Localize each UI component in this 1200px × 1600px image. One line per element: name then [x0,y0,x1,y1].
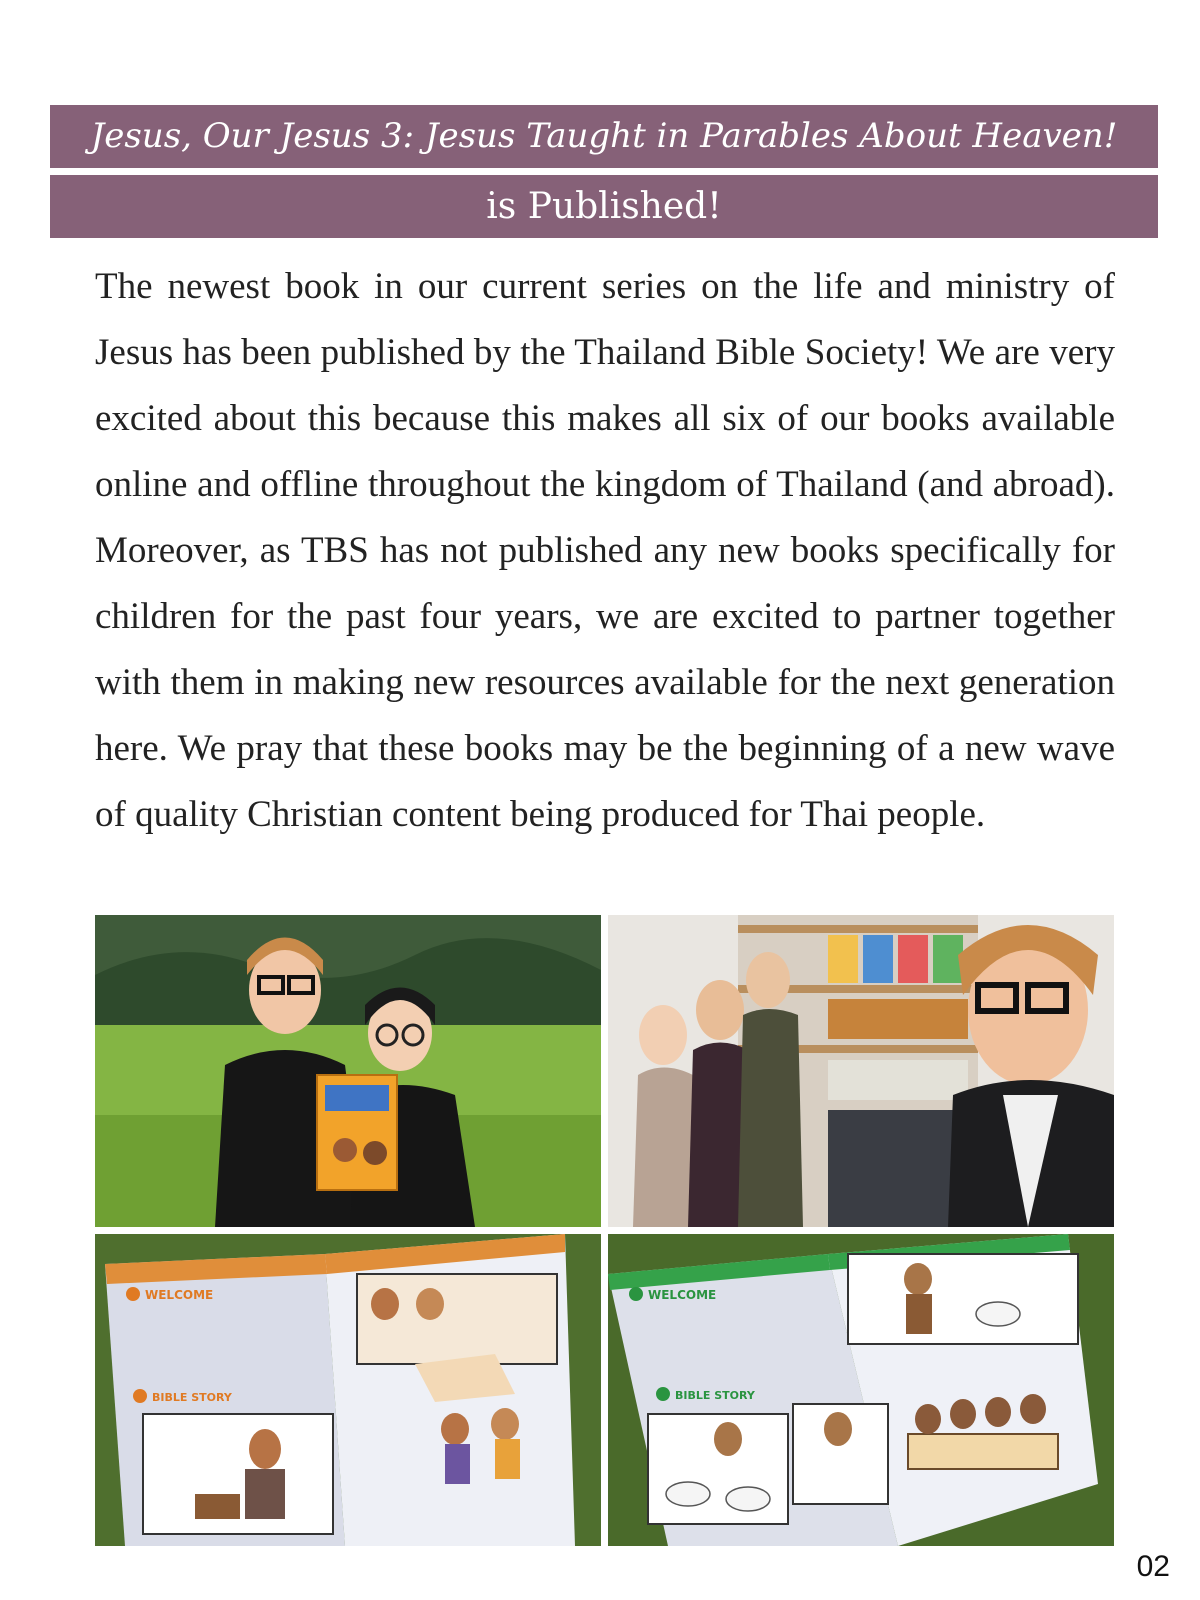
photo-open-book-story-image [608,1234,1114,1546]
book-story-label: BIBLE STORY [675,1389,755,1402]
book-story-label: BIBLE STORY [152,1391,232,1404]
photo-bookstore-selfie [608,915,1114,1227]
title-banner-line-1 [50,105,1158,168]
page-subtitle: is Published! [486,186,722,227]
book-welcome-label: WELCOME [648,1288,717,1302]
photo-open-book-story [608,1234,1114,1546]
page-title: Jesus, Our Jesus 3: Jesus Taught in Parables About Heaven! [90,116,1118,156]
book-welcome-label: WELCOME [145,1288,214,1302]
photo-couple-in-field [95,915,601,1227]
title-banner-line-2 [50,175,1158,238]
photo-open-book-welcome [95,1234,601,1546]
photo-couple-in-field-image [95,915,601,1227]
photo-bookstore-selfie-image [608,915,1114,1227]
article-body: The newest book in our current series on the life and ministry of Jesus has been published by the Thailand Bible Society! We are very excited about this because this makes all six of our books available online and offline throughout the kingdom of Thailand (and abroad). Moreover, as TBS has not published any new books specifically for children for the past four years, we are excited to partner together with them in making new resources available for the next generation here. We pray that these books may be the beginning of a new wave of quality Christian content being produced for Thai people. [95,266,1115,835]
photo-open-book-welcome-image [95,1234,601,1546]
page-number: 02 [1136,1550,1170,1583]
